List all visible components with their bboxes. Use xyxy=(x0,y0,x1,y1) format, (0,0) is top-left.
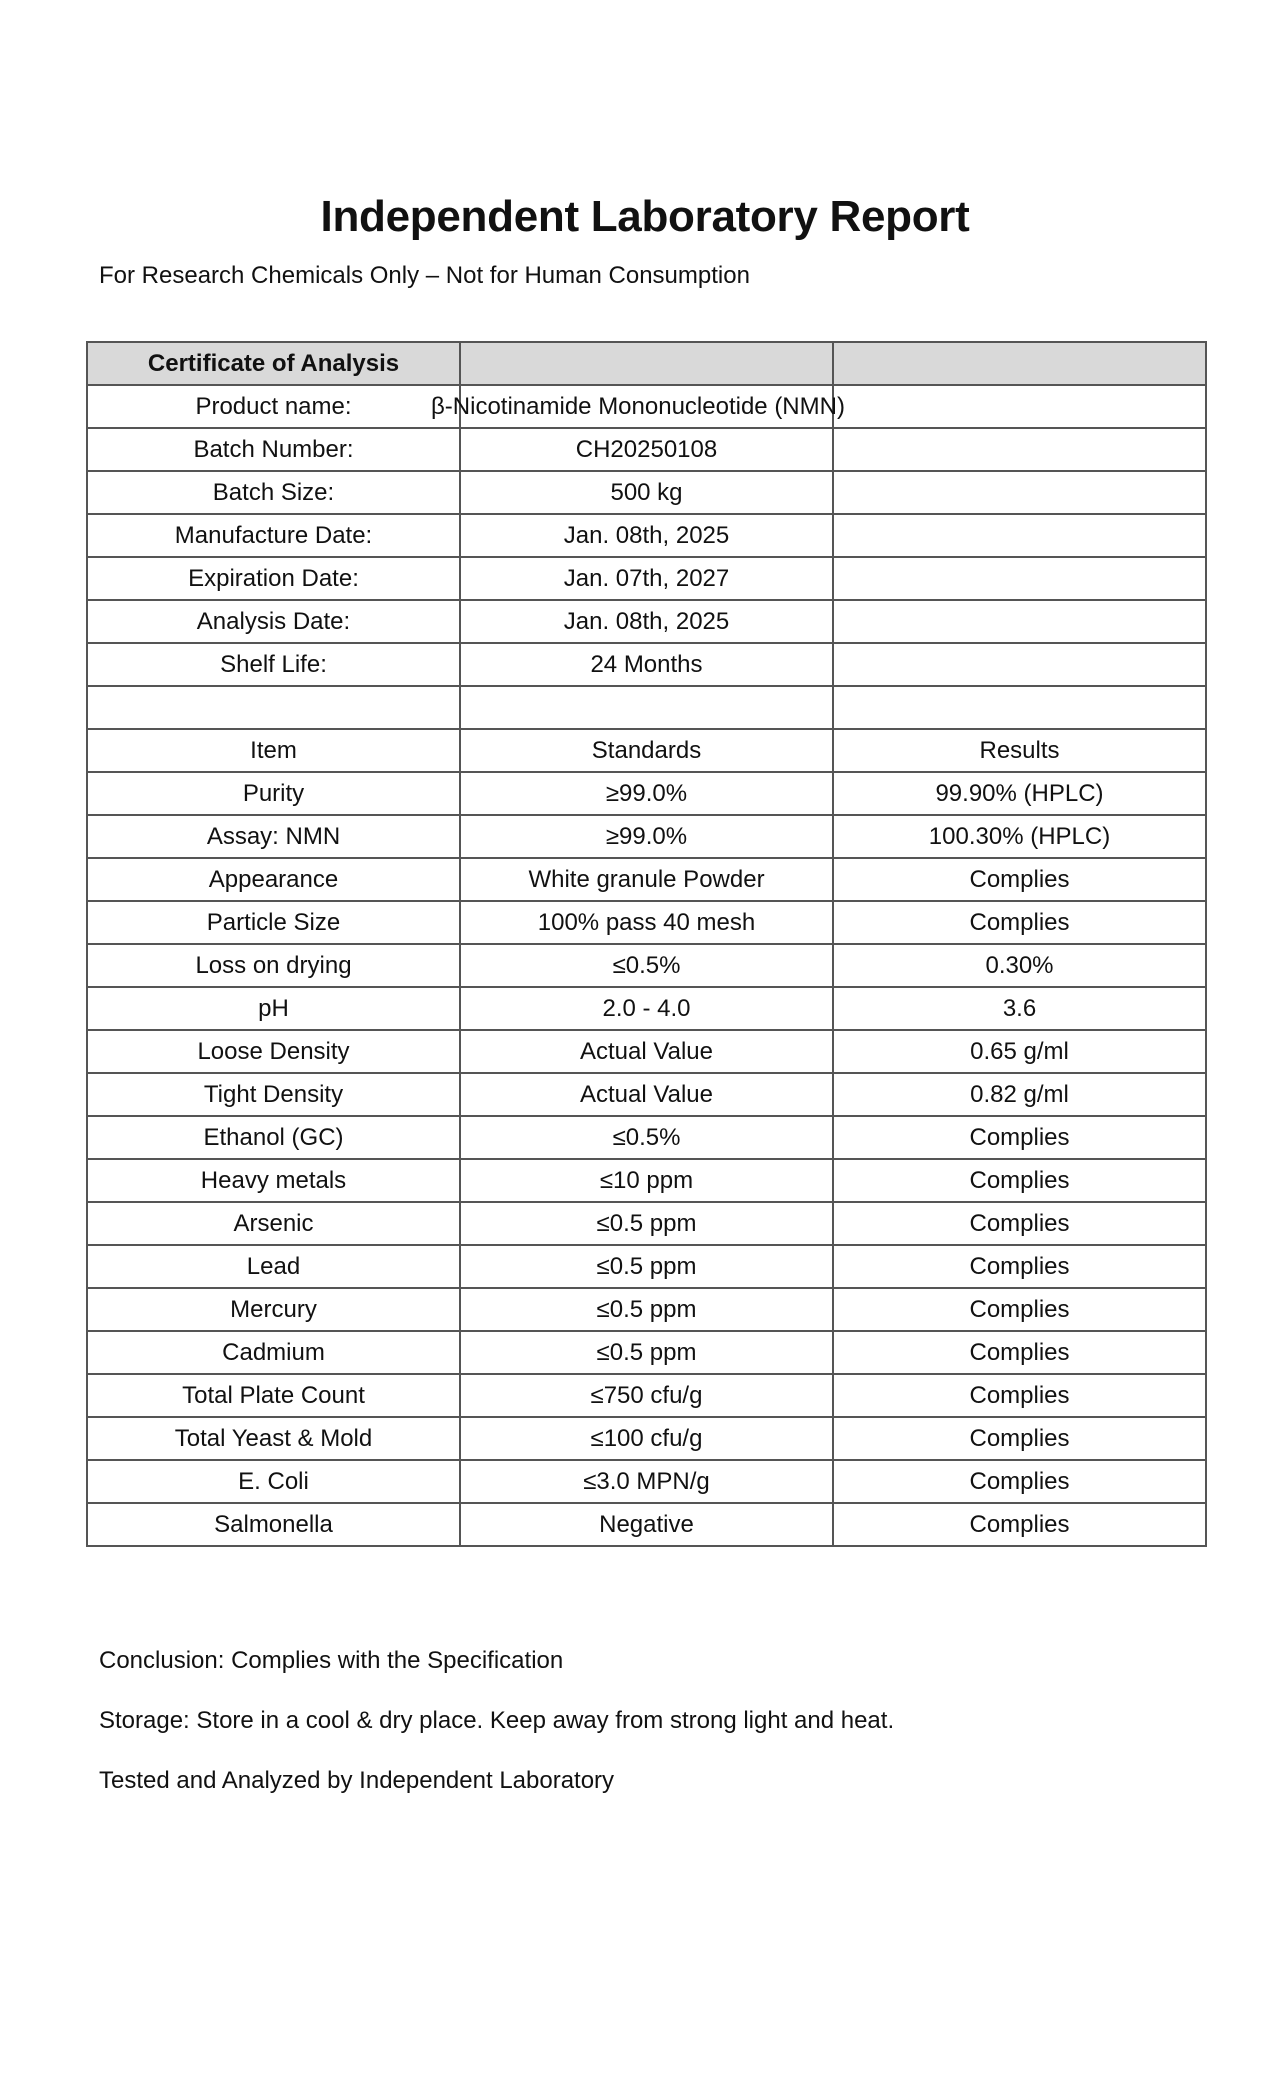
test-row xyxy=(87,815,1206,858)
test-result: 100.30% (HPLC) xyxy=(833,815,1206,858)
info-row-product-name xyxy=(87,385,1206,428)
test-item: Salmonella xyxy=(87,1503,460,1546)
storage-text: Storage: Store in a cool & dry place. Keep away from strong light and heat. xyxy=(99,1707,895,1734)
test-item: Heavy metals xyxy=(87,1159,460,1202)
empty-cell xyxy=(833,643,1206,686)
test-row xyxy=(87,1503,1206,1546)
info-label: Manufacture Date: xyxy=(87,514,460,557)
tested-by-text: Tested and Analyzed by Independent Laboratory xyxy=(99,1767,615,1794)
test-item: E. Coli xyxy=(87,1460,460,1503)
test-standard: ≤0.5% xyxy=(460,944,833,987)
empty-cell xyxy=(833,600,1206,643)
header-empty-cell xyxy=(460,342,833,385)
test-row xyxy=(87,1202,1206,1245)
info-row-expiration-date xyxy=(87,557,1206,600)
info-value: 24 Months xyxy=(460,643,833,686)
spacer-row xyxy=(87,686,1206,729)
test-result: Complies xyxy=(833,858,1206,901)
test-item: Mercury xyxy=(87,1288,460,1331)
test-standard: ≥99.0% xyxy=(460,772,833,815)
empty-cell xyxy=(833,385,1206,428)
test-result: Complies xyxy=(833,901,1206,944)
column-header-standards: Standards xyxy=(460,729,833,772)
test-standard: Negative xyxy=(460,1503,833,1546)
test-result: Complies xyxy=(833,1116,1206,1159)
test-item: Purity xyxy=(87,772,460,815)
empty-cell xyxy=(833,428,1206,471)
test-item: Ethanol (GC) xyxy=(87,1116,460,1159)
test-item: Appearance xyxy=(87,858,460,901)
test-standard: ≥99.0% xyxy=(460,815,833,858)
test-item: Lead xyxy=(87,1245,460,1288)
test-item: pH xyxy=(87,987,460,1030)
empty-cell xyxy=(833,471,1206,514)
test-result: Complies xyxy=(833,1460,1206,1503)
test-standard: ≤0.5 ppm xyxy=(460,1288,833,1331)
test-item: Total Plate Count xyxy=(87,1374,460,1417)
header-empty-cell xyxy=(833,342,1206,385)
test-item: Tight Density xyxy=(87,1073,460,1116)
certificate-header: Certificate of Analysis xyxy=(87,342,460,385)
column-header-results: Results xyxy=(833,729,1206,772)
info-value: Jan. 08th, 2025 xyxy=(460,600,833,643)
empty-cell xyxy=(460,686,833,729)
info-value: Jan. 08th, 2025 xyxy=(460,514,833,557)
test-standard: Actual Value xyxy=(460,1073,833,1116)
report-subtitle: For Research Chemicals Only – Not for Human Consumption xyxy=(99,262,750,289)
info-row-analysis-date xyxy=(87,600,1206,643)
test-row xyxy=(87,858,1206,901)
column-header-row xyxy=(87,729,1206,772)
empty-cell xyxy=(87,686,460,729)
certificate-table xyxy=(86,341,1207,1547)
info-value: Jan. 07th, 2027 xyxy=(460,557,833,600)
test-standard: 100% pass 40 mesh xyxy=(460,901,833,944)
info-value: 500 kg xyxy=(460,471,833,514)
test-item: Cadmium xyxy=(87,1331,460,1374)
test-standard: ≤750 cfu/g xyxy=(460,1374,833,1417)
test-result: 3.6 xyxy=(833,987,1206,1030)
test-result: 99.90% (HPLC) xyxy=(833,772,1206,815)
test-row xyxy=(87,1073,1206,1116)
empty-cell xyxy=(833,557,1206,600)
test-result: Complies xyxy=(833,1159,1206,1202)
column-header-item: Item xyxy=(87,729,460,772)
test-result: Complies xyxy=(833,1417,1206,1460)
test-item: Loss on drying xyxy=(87,944,460,987)
info-value: CH20250108 xyxy=(460,428,833,471)
test-row xyxy=(87,1159,1206,1202)
test-standard: White granule Powder xyxy=(460,858,833,901)
info-value: β-Nicotinamide Mononucleotide (NMN) xyxy=(431,393,845,420)
info-row-manufacture-date xyxy=(87,514,1206,557)
test-item: Particle Size xyxy=(87,901,460,944)
test-row xyxy=(87,944,1206,987)
empty-cell xyxy=(833,514,1206,557)
info-label: Product name: xyxy=(87,385,460,428)
test-row xyxy=(87,1245,1206,1288)
test-item: Arsenic xyxy=(87,1202,460,1245)
test-row xyxy=(87,901,1206,944)
test-row xyxy=(87,1460,1206,1503)
test-item: Assay: NMN xyxy=(87,815,460,858)
test-row xyxy=(87,1288,1206,1331)
test-standard: 2.0 - 4.0 xyxy=(460,987,833,1030)
info-label: Expiration Date: xyxy=(87,557,460,600)
test-item: Loose Density xyxy=(87,1030,460,1073)
info-label: Shelf Life: xyxy=(87,643,460,686)
test-row xyxy=(87,1417,1206,1460)
test-row xyxy=(87,1116,1206,1159)
certificate-header-row xyxy=(87,342,1206,385)
test-result: Complies xyxy=(833,1503,1206,1546)
conclusion-text: Conclusion: Complies with the Specification xyxy=(99,1647,564,1674)
test-result: 0.30% xyxy=(833,944,1206,987)
test-standard: ≤0.5% xyxy=(460,1116,833,1159)
test-standard: ≤0.5 ppm xyxy=(460,1245,833,1288)
info-row-batch-number xyxy=(87,428,1206,471)
test-standard: ≤100 cfu/g xyxy=(460,1417,833,1460)
info-label: Batch Number: xyxy=(87,428,460,471)
test-result: Complies xyxy=(833,1331,1206,1374)
test-standard: ≤10 ppm xyxy=(460,1159,833,1202)
empty-cell xyxy=(833,686,1206,729)
test-result: 0.65 g/ml xyxy=(833,1030,1206,1073)
test-result: Complies xyxy=(833,1288,1206,1331)
test-item: Total Yeast & Mold xyxy=(87,1417,460,1460)
test-result: 0.82 g/ml xyxy=(833,1073,1206,1116)
test-rows xyxy=(87,772,1206,1546)
info-label: Batch Size: xyxy=(87,471,460,514)
test-result: Complies xyxy=(833,1245,1206,1288)
info-value-cell xyxy=(431,385,845,428)
report-title: Independent Laboratory Report xyxy=(320,192,970,241)
test-result: Complies xyxy=(833,1374,1206,1417)
test-result: Complies xyxy=(833,1202,1206,1245)
info-row-shelf-life xyxy=(87,643,1206,686)
test-row xyxy=(87,1030,1206,1073)
test-standard: ≤0.5 ppm xyxy=(460,1202,833,1245)
test-row xyxy=(87,1331,1206,1374)
info-label: Analysis Date: xyxy=(87,600,460,643)
test-standard: ≤3.0 MPN/g xyxy=(460,1460,833,1503)
test-standard: Actual Value xyxy=(460,1030,833,1073)
info-row-batch-size xyxy=(87,471,1206,514)
test-row xyxy=(87,1374,1206,1417)
test-row xyxy=(87,987,1206,1030)
test-standard: ≤0.5 ppm xyxy=(460,1331,833,1374)
test-row xyxy=(87,772,1206,815)
